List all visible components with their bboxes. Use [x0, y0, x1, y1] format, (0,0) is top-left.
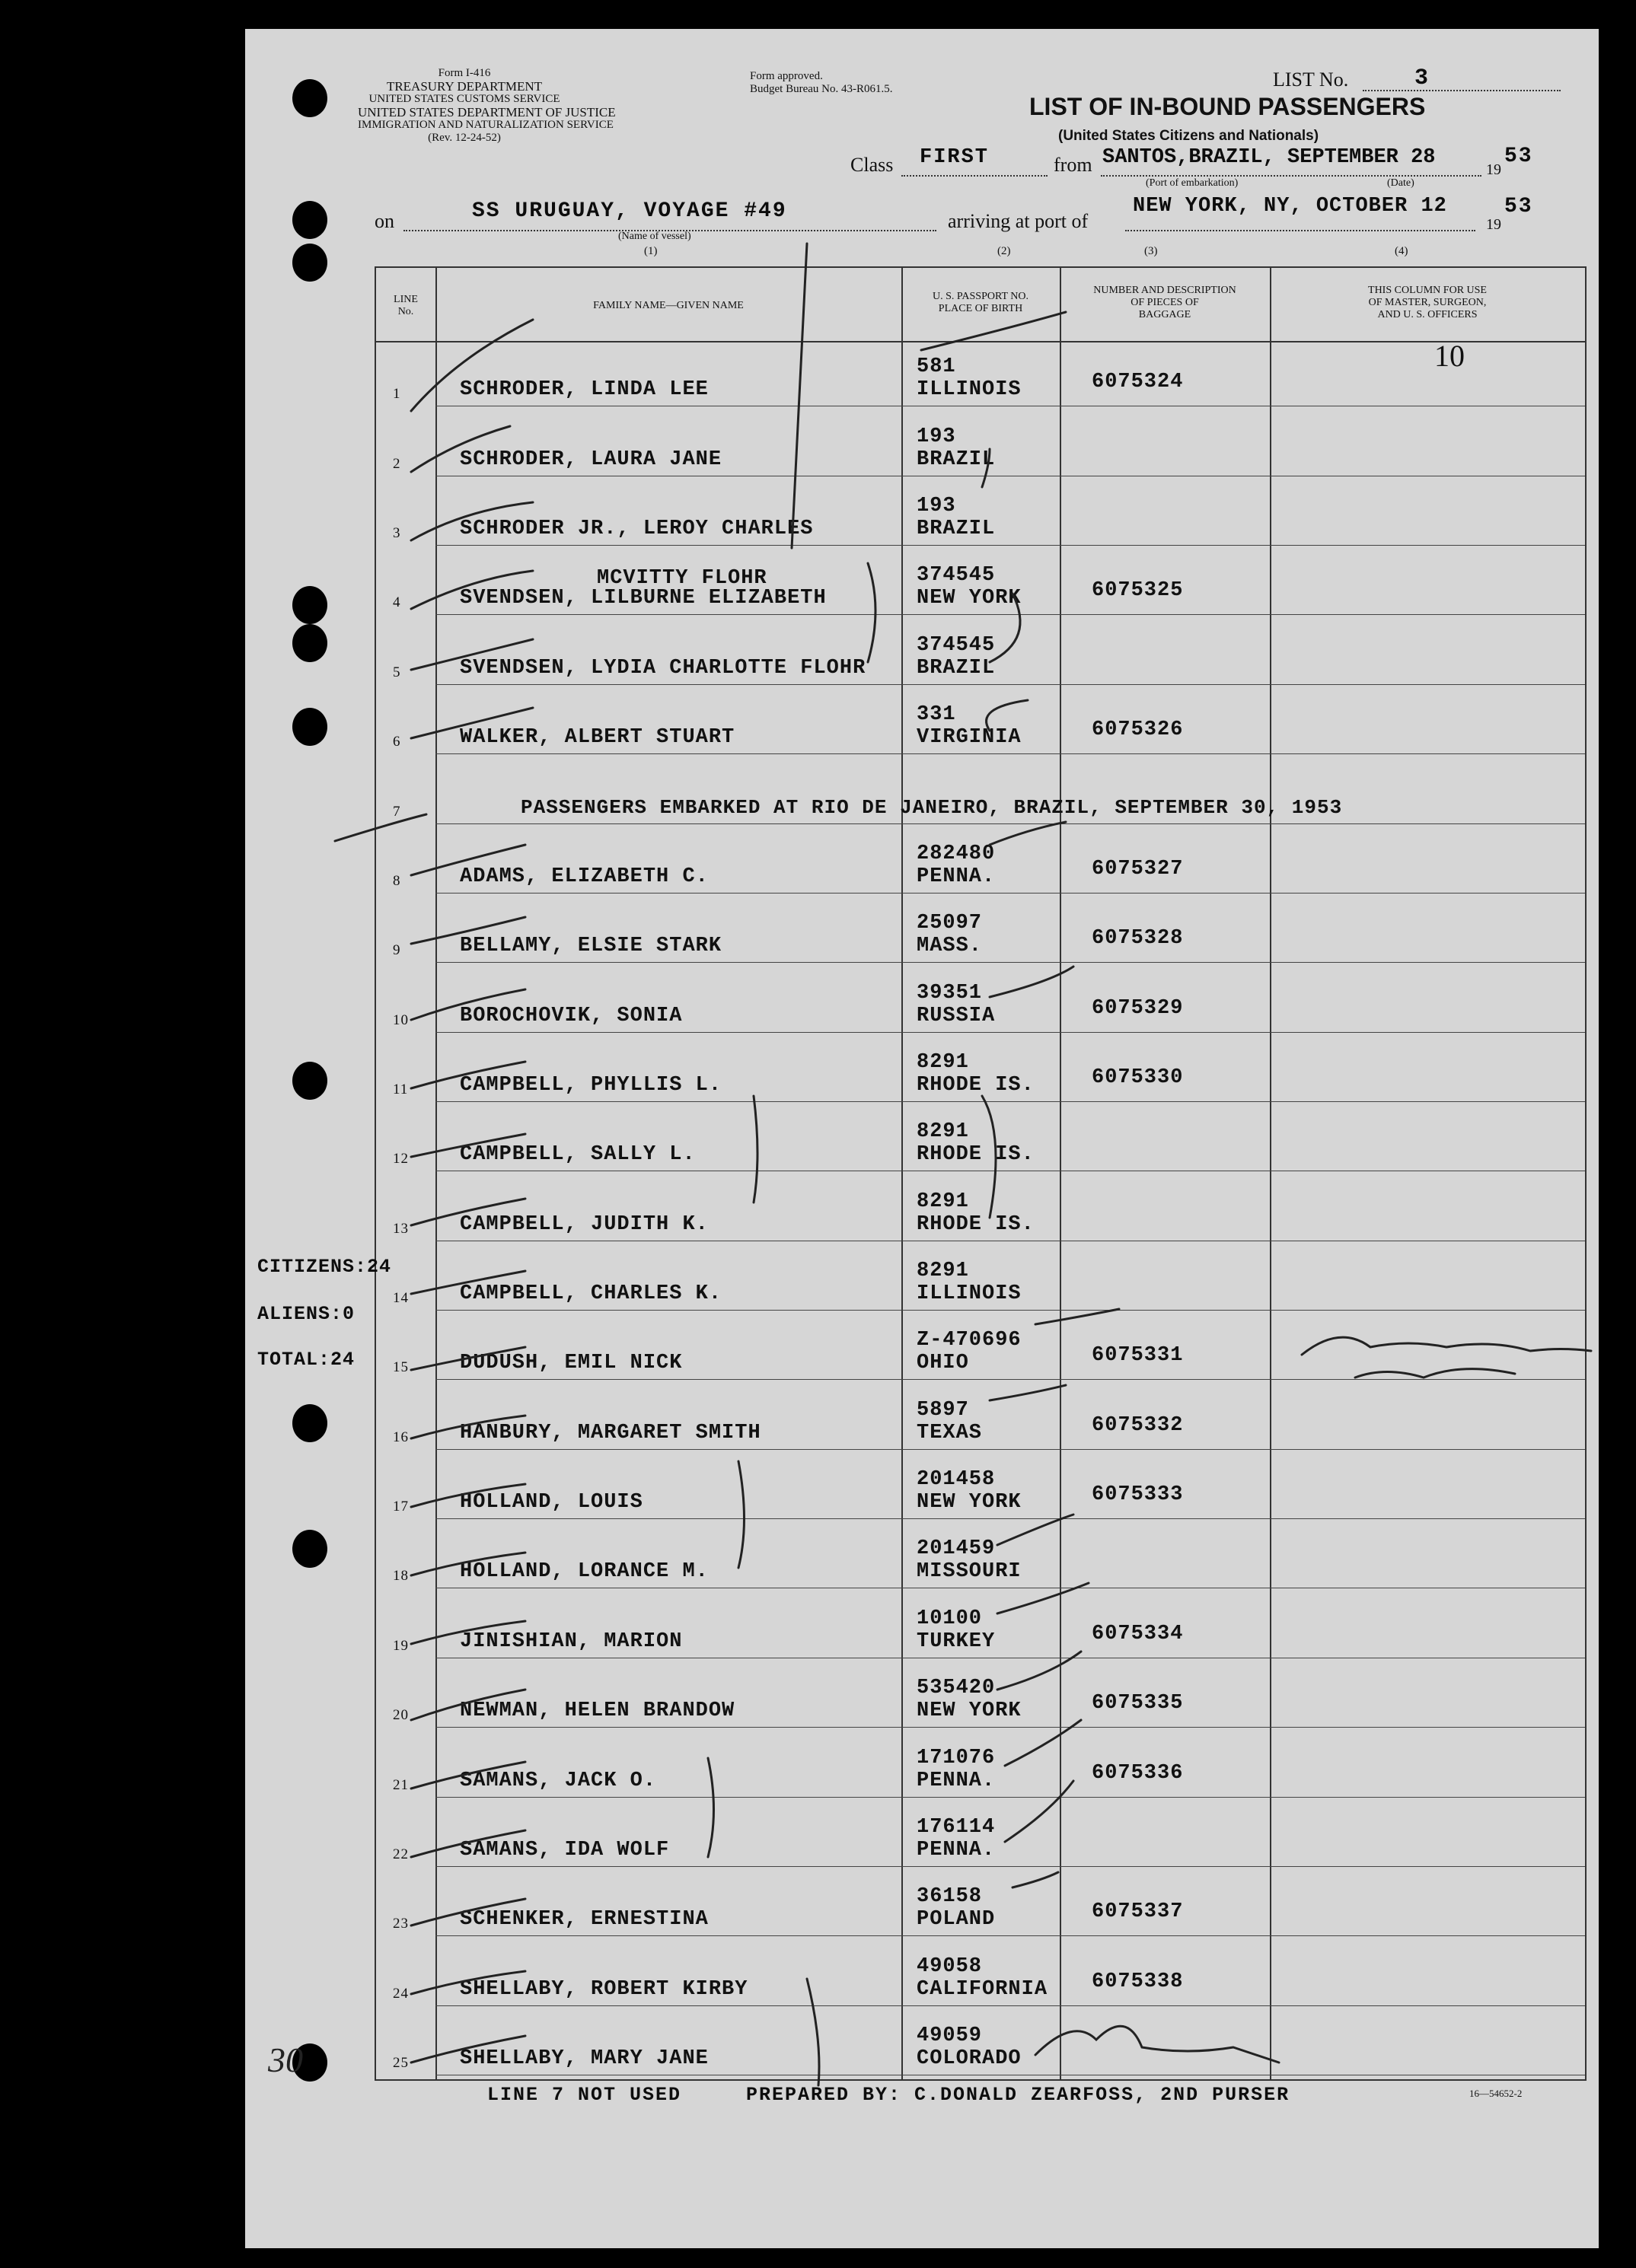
- punch-hole: [292, 79, 327, 117]
- table-row: [376, 828, 1585, 897]
- row-rule: [435, 1935, 1585, 1936]
- from-label: from: [1054, 154, 1092, 176]
- passport-number: 171076: [917, 1746, 996, 1769]
- passenger-name: SCHENKER, ERNESTINA: [460, 1908, 709, 1932]
- passenger-name: SHELLABY, ROBERT KIRBY: [460, 1977, 748, 2001]
- place-of-birth: NEW YORK: [917, 587, 1022, 610]
- budget-bureau: Budget Bureau No. 43-R061.5.: [750, 83, 893, 95]
- passenger-name: SCHRODER JR., LEROY CHARLES: [460, 518, 814, 541]
- passport-number: 193: [917, 495, 956, 518]
- arrival-year: 53: [1504, 195, 1533, 218]
- table-row: [376, 897, 1585, 967]
- name-note: MCVITTY FLOHR: [597, 567, 767, 591]
- row-rule: [435, 893, 1585, 894]
- punch-hole: [292, 1404, 327, 1442]
- row-rule: [435, 684, 1585, 685]
- col-header-baggage: NUMBER AND DESCRIPTION OF PIECES OF BAGGAGE: [1093, 285, 1236, 320]
- form-number: Form I-416: [438, 67, 491, 79]
- footer-prepared-by: PREPARED BY: C.DONALD ZEARFOSS, 2ND PURSER: [746, 2084, 1290, 2106]
- passenger-name: HANBURY, MARGARET SMITH: [460, 1421, 761, 1445]
- baggage-number: 6075332: [1092, 1413, 1184, 1437]
- line-number: 24: [393, 1985, 409, 2002]
- table-row: [376, 758, 1585, 827]
- place-of-birth: OHIO: [917, 1352, 969, 1375]
- line-number: 8: [393, 872, 401, 889]
- row-rule: [435, 614, 1585, 615]
- line-number: 13: [393, 1220, 409, 1237]
- passport-number: 36158: [917, 1885, 983, 1909]
- place-of-birth: BRAZIL: [917, 448, 996, 471]
- col-header-officers: THIS COLUMN FOR USE OF MASTER, SURGEON, AND U. S. OFFICERS: [1368, 285, 1487, 320]
- table-row: [376, 480, 1585, 549]
- line-number: 19: [393, 1637, 409, 1654]
- treasury-dept: TREASURY DEPARTMENT: [386, 79, 543, 94]
- baggage-number: 6075333: [1092, 1483, 1184, 1507]
- table-row: [376, 549, 1585, 619]
- line-number: 1: [393, 386, 401, 403]
- baggage-number: 6075327: [1092, 857, 1184, 881]
- place-of-birth: COLORADO: [917, 2047, 1022, 2070]
- table-row: [376, 1662, 1585, 1731]
- baggage-number: 6075336: [1092, 1761, 1184, 1785]
- passport-number: Z-470696: [917, 1329, 1022, 1352]
- col-header-name: FAMILY NAME—GIVEN NAME: [593, 300, 744, 311]
- passenger-name: CAMPBELL, JUDITH K.: [460, 1212, 709, 1236]
- col-num-3: (3): [1144, 245, 1158, 257]
- form-revision: (Rev. 12-24-52): [428, 132, 501, 144]
- table-row: [376, 1037, 1585, 1106]
- baggage-number: 6075326: [1092, 718, 1184, 742]
- passport-number: 331: [917, 703, 956, 727]
- col-header-line: LINE No.: [394, 294, 418, 317]
- passenger-name: WALKER, ALBERT STUART: [460, 726, 735, 750]
- row-rule: [435, 1727, 1585, 1728]
- line-number: 5: [393, 664, 401, 680]
- passport-number: 10100: [917, 1607, 983, 1630]
- row-rule: [435, 823, 1585, 824]
- footer-code: 16—54652-2: [1469, 2088, 1523, 2099]
- passport-number: 8291: [917, 1120, 969, 1144]
- line-number: 21: [393, 1776, 409, 1793]
- passport-number: 374545: [917, 564, 996, 588]
- passport-number: 282480: [917, 842, 996, 865]
- table-row: [376, 1592, 1585, 1661]
- baggage-number: 6075330: [1092, 1066, 1184, 1089]
- passport-number: 8291: [917, 1190, 969, 1213]
- table-row: [376, 1384, 1585, 1453]
- baggage-number: 6075331: [1092, 1344, 1184, 1368]
- table-row: [376, 1871, 1585, 1940]
- line-number: 7: [393, 803, 401, 820]
- place-of-birth: ILLINOIS: [917, 1282, 1022, 1306]
- col-header-passport: U. S. PASSPORT NO. PLACE OF BIRTH: [933, 291, 1028, 314]
- table-row: [376, 1731, 1585, 1801]
- passenger-name: SVENDSEN, LILBURNE ELIZABETH: [460, 587, 827, 610]
- passport-number: 8291: [917, 1050, 969, 1074]
- row-rule: [435, 1449, 1585, 1450]
- arrival-line: [1125, 230, 1475, 231]
- baggage-number: 6075329: [1092, 996, 1184, 1020]
- line-number: 3: [393, 525, 401, 542]
- line-number: 20: [393, 1707, 409, 1724]
- form-agency-block: [358, 67, 616, 145]
- line-number: 2: [393, 455, 401, 472]
- place-of-birth: MISSOURI: [917, 1560, 1022, 1584]
- line-number: 25: [393, 2054, 409, 2071]
- passport-number: 374545: [917, 633, 996, 657]
- place-of-birth: RHODE IS.: [917, 1212, 1035, 1236]
- passenger-name: JINISHIAN, MARION: [460, 1629, 683, 1653]
- passport-number: 25097: [917, 912, 983, 935]
- baggage-number: 6075335: [1092, 1692, 1184, 1715]
- line-number: 15: [393, 1359, 409, 1376]
- baggage-number: 6075328: [1092, 927, 1184, 951]
- table-row: [376, 967, 1585, 1036]
- place-of-birth: TURKEY: [917, 1629, 996, 1653]
- line-number: 23: [393, 1916, 409, 1932]
- row-rule: [435, 2005, 1585, 2006]
- passenger-name: CAMPBELL, PHYLLIS L.: [460, 1073, 722, 1097]
- row-rule: [435, 962, 1585, 963]
- baggage-number: 6075334: [1092, 1622, 1184, 1645]
- passenger-name: HOLLAND, LORANCE M.: [460, 1560, 709, 1584]
- officer-count: 10: [1434, 339, 1465, 373]
- passenger-name: BOROCHOVIK, SONIA: [460, 1004, 683, 1027]
- passenger-name: CAMPBELL, CHARLES K.: [460, 1282, 722, 1306]
- footer-line7-note: LINE 7 NOT USED: [487, 2084, 682, 2106]
- table-row: [376, 1940, 1585, 2009]
- place-of-birth: BRAZIL: [917, 518, 996, 541]
- arrival-year-prefix: 19: [1486, 216, 1501, 233]
- line-number: 17: [393, 1499, 409, 1515]
- place-of-birth: RUSSIA: [917, 1004, 996, 1027]
- class-line: [901, 175, 1048, 177]
- passport-number: 581: [917, 355, 956, 379]
- place-of-birth: TEXAS: [917, 1421, 983, 1445]
- line-number: 9: [393, 942, 401, 959]
- passport-number: 39351: [917, 981, 983, 1005]
- table-row: [376, 1106, 1585, 1175]
- table-row: [376, 619, 1585, 688]
- arriving-label: arriving at port of: [948, 210, 1089, 232]
- table-row: [376, 341, 1585, 410]
- passport-number: 201459: [917, 1537, 996, 1561]
- line-number: 12: [393, 1151, 409, 1167]
- table-row: [376, 2010, 1585, 2079]
- row-rule: [435, 1310, 1585, 1311]
- place-of-birth: PENNA.: [917, 865, 996, 888]
- punch-hole: [292, 624, 327, 662]
- line-number: 16: [393, 1429, 409, 1445]
- place-of-birth: RHODE IS.: [917, 1073, 1035, 1097]
- vessel-caption: (Name of vessel): [618, 231, 691, 242]
- row-rule: [435, 753, 1585, 754]
- form-title: LIST OF IN-BOUND PASSENGERS: [1029, 93, 1426, 120]
- line-number: 22: [393, 1846, 409, 1862]
- place-of-birth: VIRGINIA: [917, 726, 1022, 750]
- place-of-birth: ILLINOIS: [917, 378, 1022, 402]
- from-year-prefix: 19: [1486, 161, 1501, 178]
- line-number: 10: [393, 1011, 409, 1028]
- from-value: SANTOS,BRAZIL, SEPTEMBER 28: [1102, 146, 1436, 169]
- form-approved: Form approved.: [750, 70, 823, 82]
- table-row: [376, 1454, 1585, 1523]
- passport-number: 176114: [917, 1815, 996, 1839]
- passport-number: 49059: [917, 2024, 983, 2047]
- col-num-4: (4): [1395, 245, 1408, 257]
- table-row: [376, 689, 1585, 758]
- passenger-table: [375, 266, 1587, 2081]
- table-row: [376, 410, 1585, 479]
- row-rule: [435, 1032, 1585, 1033]
- table-row: [376, 1801, 1585, 1871]
- row-rule: [435, 1101, 1585, 1102]
- baggage-number: 6075338: [1092, 1970, 1184, 1993]
- row-rule: [435, 1518, 1585, 1519]
- place-of-birth: BRAZIL: [917, 656, 996, 680]
- line-number: 4: [393, 594, 401, 611]
- class-label: Class: [850, 154, 894, 176]
- row-rule: [435, 1379, 1585, 1380]
- passenger-name: DUDUSH, EMIL NICK: [460, 1352, 683, 1375]
- passenger-name: BELLAMY, ELSIE STARK: [460, 935, 722, 958]
- baggage-number: 6075325: [1092, 579, 1184, 603]
- baggage-number: 6075324: [1092, 371, 1184, 394]
- passport-number: 535420: [917, 1677, 996, 1700]
- from-year: 53: [1504, 145, 1533, 168]
- table-row: [376, 1245, 1585, 1314]
- line-number: 6: [393, 734, 401, 750]
- aliens-tally: ALIENS:0: [257, 1303, 356, 1325]
- place-of-birth: POLAND: [917, 1908, 996, 1932]
- passport-number: 5897: [917, 1398, 969, 1422]
- punch-hole: [292, 244, 327, 282]
- margin-mark: 30: [268, 2040, 303, 2079]
- passenger-name: CAMPBELL, SALLY L.: [460, 1143, 696, 1167]
- punch-hole: [292, 1530, 327, 1568]
- passenger-name: SHELLABY, MARY JANE: [460, 2047, 709, 2070]
- passenger-name: PASSENGERS EMBARKED AT RIO DE JANEIRO, BRAZIL, SEPTEMBER 30, 1953: [521, 795, 1343, 819]
- place-of-birth: RHODE IS.: [917, 1143, 1035, 1167]
- line-number: 18: [393, 1568, 409, 1585]
- justice-dept: UNITED STATES DEPARTMENT OF JUSTICE: [358, 105, 616, 119]
- col-num-1: (1): [644, 245, 658, 257]
- passport-number: 193: [917, 425, 956, 448]
- row-rule: [435, 1866, 1585, 1867]
- passenger-name: ADAMS, ELIZABETH C.: [460, 865, 709, 888]
- port-embark-caption: (Port of embarkation): [1146, 177, 1239, 189]
- line-number: 14: [393, 1290, 409, 1307]
- baggage-number: 6075337: [1092, 1900, 1184, 1924]
- customs-service: UNITED STATES CUSTOMS SERVICE: [368, 93, 560, 105]
- place-of-birth: PENNA.: [917, 1769, 996, 1792]
- punch-hole: [292, 201, 327, 239]
- passenger-name: SAMANS, IDA WOLF: [460, 1838, 670, 1862]
- total-tally: TOTAL:24: [257, 1349, 356, 1371]
- on-label: on: [375, 210, 394, 232]
- ins-service: IMMIGRATION AND NATURALIZATION SERVICE: [358, 119, 614, 131]
- punch-hole: [292, 1062, 327, 1100]
- table-row: [376, 1523, 1585, 1592]
- class-value: FIRST: [920, 146, 990, 169]
- passport-number: 201458: [917, 1468, 996, 1492]
- passport-number: 8291: [917, 1260, 969, 1283]
- list-no-label: LIST No.: [1273, 68, 1349, 91]
- place-of-birth: MASS.: [917, 935, 983, 958]
- arrival-port: NEW YORK, NY, OCTOBER 12: [1133, 195, 1447, 218]
- place-of-birth: NEW YORK: [917, 1699, 1022, 1723]
- form-subtitle: (United States Citizens and Nationals): [1058, 128, 1319, 144]
- vessel-name: SS URUGUAY, VOYAGE #49: [472, 199, 787, 223]
- place-of-birth: PENNA.: [917, 1838, 996, 1862]
- place-of-birth: NEW YORK: [917, 1491, 1022, 1515]
- table-row: [376, 1175, 1585, 1244]
- date-caption: (Date): [1387, 177, 1414, 189]
- col-num-2: (2): [997, 245, 1011, 257]
- line-number: 11: [393, 1081, 409, 1097]
- row-rule: [435, 1797, 1585, 1798]
- passenger-name: SCHRODER, LAURA JANE: [460, 448, 722, 471]
- list-no-value: 3: [1414, 65, 1430, 91]
- citizens-tally: CITIZENS:24: [257, 1256, 392, 1278]
- table-row: [376, 1314, 1585, 1384]
- list-no-line: [1363, 90, 1561, 91]
- form-approval: [750, 70, 892, 96]
- passenger-name: NEWMAN, HELEN BRANDOW: [460, 1699, 735, 1723]
- passenger-name: SCHRODER, LINDA LEE: [460, 378, 709, 402]
- passenger-name: SVENDSEN, LYDIA CHARLOTTE FLOHR: [460, 656, 866, 680]
- place-of-birth: CALIFORNIA: [917, 1977, 1048, 2001]
- table-body: [376, 341, 1585, 2079]
- row-rule: [435, 545, 1585, 546]
- punch-hole: [292, 586, 327, 624]
- passport-number: 49058: [917, 1954, 983, 1978]
- passenger-name: SAMANS, JACK O.: [460, 1769, 657, 1792]
- passenger-name: HOLLAND, LOUIS: [460, 1491, 643, 1515]
- punch-hole: [292, 708, 327, 746]
